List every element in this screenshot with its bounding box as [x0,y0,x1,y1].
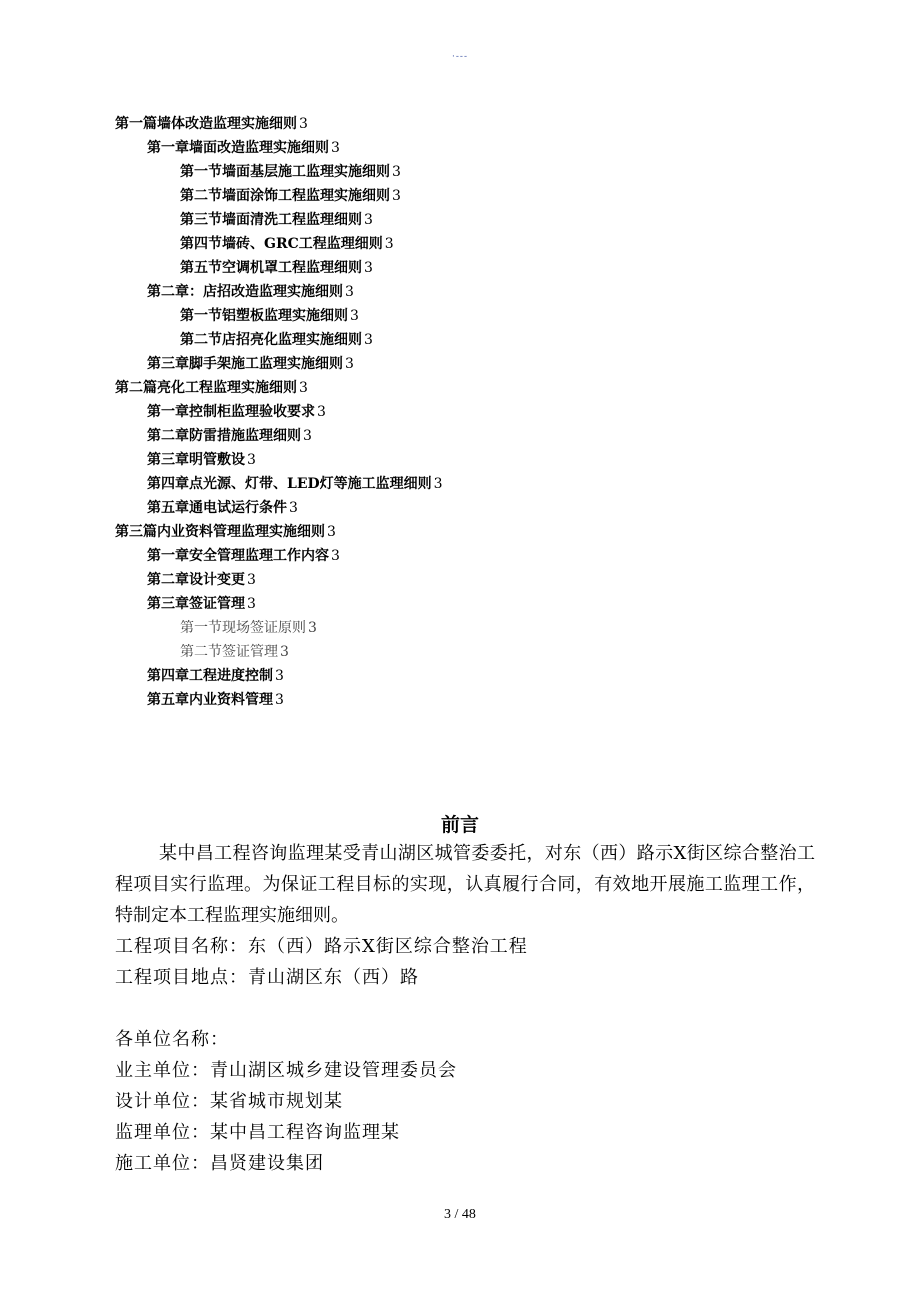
toc-entry-title: 第二章设计变更 [147,572,245,588]
toc-entry[interactable] [147,472,443,496]
design-unit: 设计单位：某省城市规划某 [115,1091,343,1112]
owner-unit: 业主单位：青山湖区城乡建设管理委员会 [115,1060,457,1081]
toc-entry-title: 第五节空调机罩工程监理细则 [180,260,362,276]
toc-entry-page: 3 [275,692,284,708]
toc-entry[interactable] [180,256,373,280]
toc-entry-page: 3 [317,404,326,420]
toc-entry[interactable] [180,304,359,328]
toc-entry-page: 3 [327,524,336,540]
toc-entry[interactable] [147,568,256,592]
toc-entry-page: 3 [299,380,308,396]
toc-entry[interactable] [115,520,336,544]
toc-entry[interactable] [147,400,326,424]
toc-entry-title: 第一节铝塑板监理实施细则 [180,308,348,324]
toc-entry-page: 3 [303,428,312,444]
toc-entry-page: 3 [384,236,394,252]
header-mark: ·--- [452,52,468,62]
toc-entry[interactable] [115,376,308,400]
toc-entry[interactable] [147,592,256,616]
toc-entry-page: 3 [364,260,373,276]
toc-entry-page: 3 [308,620,317,636]
toc-entry[interactable] [180,616,317,640]
toc-entry-title: 第四章点光源、灯带、LED灯等施工监理细则 [147,476,432,492]
project-name: 工程项目名称：东（西）路示X街区综合整治工程 [115,936,528,957]
toc-entry-page: 3 [247,596,256,612]
toc-entry[interactable] [147,280,354,304]
toc-entry-title: 第三章签证管理 [147,596,245,612]
toc-entry-title: 第三章明管敷设 [147,452,245,468]
toc-entry-title: 第四章工程进度控制 [147,668,273,684]
toc-entry-page: 3 [364,212,373,228]
construction-unit: 施工单位：昌贤建设集团 [115,1153,324,1174]
toc-entry-page: 3 [280,644,289,660]
supervision-unit: 监理单位：某中昌工程咨询监理某 [115,1122,400,1143]
preface-title: 前言 [440,814,479,836]
toc-entry-title: 第三篇内业资料管理监理实施细则 [115,524,325,540]
units-heading: 各单位名称： [115,1029,229,1050]
toc-entry-page: 3 [433,476,443,492]
toc-entry-page: 3 [392,164,401,180]
toc-entry-title: 第二节签证管理 [180,644,278,660]
toc-entry-title: 第四节墙砖、GRC工程监理细则 [180,236,383,252]
toc-entry-page: 3 [247,572,256,588]
toc-entry[interactable] [147,544,340,568]
toc-entry[interactable] [147,664,284,688]
toc-entry-page: 3 [350,308,359,324]
toc-entry[interactable] [147,688,284,712]
toc-entry-title: 第二章：店招改造监理实施细则 [147,284,343,300]
toc-entry-page: 3 [364,332,373,348]
toc-entry[interactable] [180,184,401,208]
toc-entry-title: 第一章安全管理监理工作内容 [147,548,329,564]
toc-entry[interactable] [147,352,354,376]
toc-entry-page: 3 [345,284,354,300]
toc-entry[interactable] [180,328,373,352]
toc-entry-title: 第一章墙面改造监理实施细则 [147,140,329,156]
toc-entry[interactable] [147,424,312,448]
toc-entry-title: 第二节墙面涂饰工程监理实施细则 [180,188,390,204]
toc-entry-title: 第一节现场签证原则 [180,620,306,636]
toc-entry[interactable] [180,640,289,664]
toc-entry-title: 第三节墙面清洗工程监理细则 [180,212,362,228]
toc-entry-title: 第一章控制柜监理验收要求 [147,404,315,420]
project-location: 工程项目地点：青山湖区东（西）路 [115,967,419,988]
toc-entry[interactable] [147,448,256,472]
toc-entry-title: 第五章通电试运行条件 [147,500,287,516]
toc-entry-title: 第五章内业资料管理 [147,692,273,708]
toc-entry-title: 第一篇墙体改造监理实施细则 [115,116,297,132]
toc-entry-title: 第二篇亮化工程监理实施细则 [115,380,297,396]
toc-entry-page: 3 [392,188,401,204]
toc-entry-title: 第三章脚手架施工监理实施细则 [147,356,343,372]
page-number: 3 / 48 [444,1207,476,1222]
toc-entry-title: 第二章防雷措施监理细则 [147,428,301,444]
toc-entry-page: 3 [331,548,340,564]
toc-entry[interactable] [147,136,340,160]
toc-entry-page: 3 [299,116,308,132]
toc-entry[interactable] [180,232,394,256]
toc-entry-page: 3 [289,500,298,516]
toc-entry[interactable] [147,496,298,520]
toc-entry[interactable] [180,208,373,232]
toc-entry-page: 3 [345,356,354,372]
toc-entry-title: 第一节墙面基层施工监理实施细则 [180,164,390,180]
toc-entry[interactable] [115,112,308,136]
toc-entry[interactable] [180,160,401,184]
toc-entry-page: 3 [247,452,256,468]
toc-entry-page: 3 [275,668,284,684]
toc-entry-title: 第二节店招亮化监理实施细则 [180,332,362,348]
preface-intro: 某中昌工程咨询监理某受青山湖区城管委委托，对东（西）路示X街区综合整治工程项目实行监理。为保证工程目标的实现，认真履行合同，有效地开展施工监理工作，特制定本工程监理实施细则。 [115,843,815,926]
toc-entry-page: 3 [331,140,340,156]
